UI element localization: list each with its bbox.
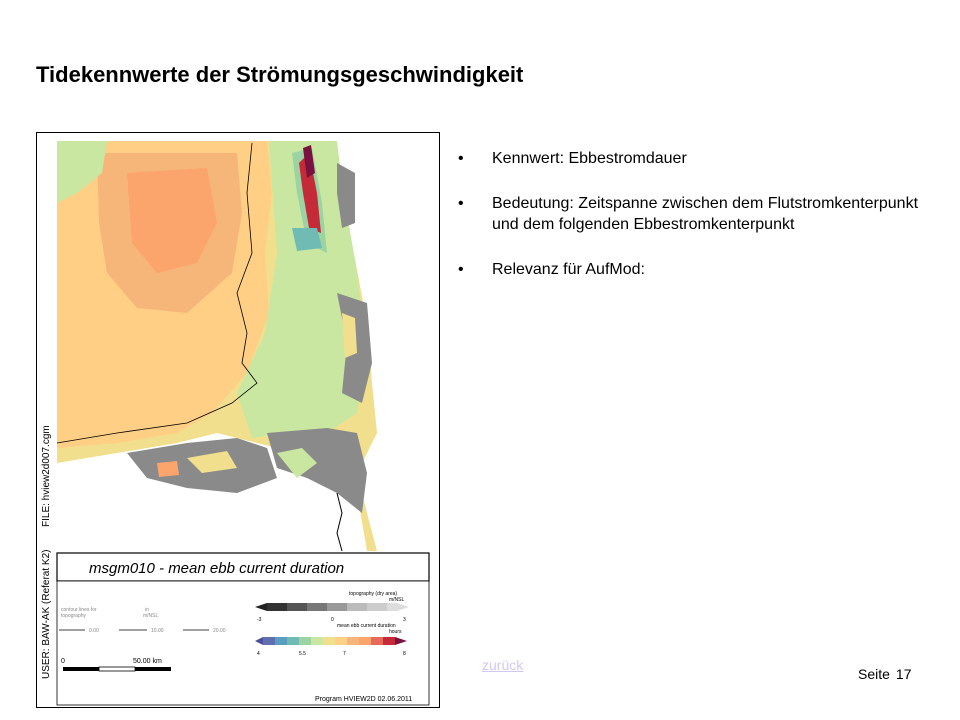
topo-colorbar (255, 603, 409, 611)
bullet-relevanz (458, 259, 928, 280)
channel-teal (292, 228, 322, 251)
topo-tick-3: 3 (403, 617, 406, 623)
back-link[interactable]: zurück (482, 657, 524, 673)
duration-caption: mean ebb current duration (337, 623, 396, 629)
bullet-list (458, 148, 928, 304)
map-heading: msgm010 - mean ebb current duration (89, 560, 345, 577)
topo-caption: topography (dry area) (349, 591, 398, 597)
bullet-marker: • (458, 150, 464, 167)
scale-bar (63, 667, 171, 671)
topo-tick-1: -3 (257, 617, 262, 623)
user-label: USER: BAW-AK (Referat K2) (41, 549, 52, 679)
bullet-kennwert (458, 148, 928, 169)
duration-tick-3: 7 (343, 651, 346, 657)
contour-unit-1: in (145, 607, 149, 613)
bullet-bedeutung (458, 193, 928, 235)
bullet-marker: • (458, 195, 464, 212)
bullet-marker: • (458, 261, 464, 278)
contour-label-1: contour lines for (61, 607, 97, 613)
duration-tick-1: 4 (257, 651, 260, 657)
scale-end: 50.00 km (133, 658, 162, 665)
contour-value-1: 0.00 (89, 628, 99, 634)
bullet-text: Kennwert: Ebbestromdauer (492, 150, 687, 167)
bullet-text: Relevanz für AufMod: (492, 261, 645, 278)
topo-unit: m/NSL (389, 597, 405, 603)
duration-unit: hours (389, 629, 402, 635)
page-number-value: 17 (895, 666, 912, 682)
slide-title: Tidekennwerte der Strömungsgeschwindigkeit (36, 62, 524, 87)
map-graphic (37, 133, 439, 707)
contour-unit-2: m/NSL (143, 613, 159, 619)
topo-tick-2: 0 (331, 617, 334, 623)
contour-value-2: 10.00 (151, 628, 164, 634)
contour-label-2: topography (61, 613, 87, 619)
contour-value-3: 20.00 (213, 628, 226, 634)
duration-tick-4: 8 (403, 651, 406, 657)
file-label: FILE: hview2d007.cgm (41, 425, 52, 527)
flat-orange-1 (157, 461, 179, 477)
duration-colorbar (255, 637, 407, 645)
page-number (858, 666, 912, 682)
page-label: Seite (858, 666, 890, 682)
map-figure (36, 132, 440, 708)
scale-start: 0 (61, 658, 65, 665)
program-label: Program HVIEW2D 02.06.2011 (315, 696, 413, 703)
bullet-text: Bedeutung: Zeitspanne zwischen dem Flutstromkenterpunkt und dem folgenden Ebbestromkenterpunkt (492, 195, 919, 233)
map-area (57, 141, 429, 551)
duration-tick-2: 5.5 (299, 651, 306, 657)
